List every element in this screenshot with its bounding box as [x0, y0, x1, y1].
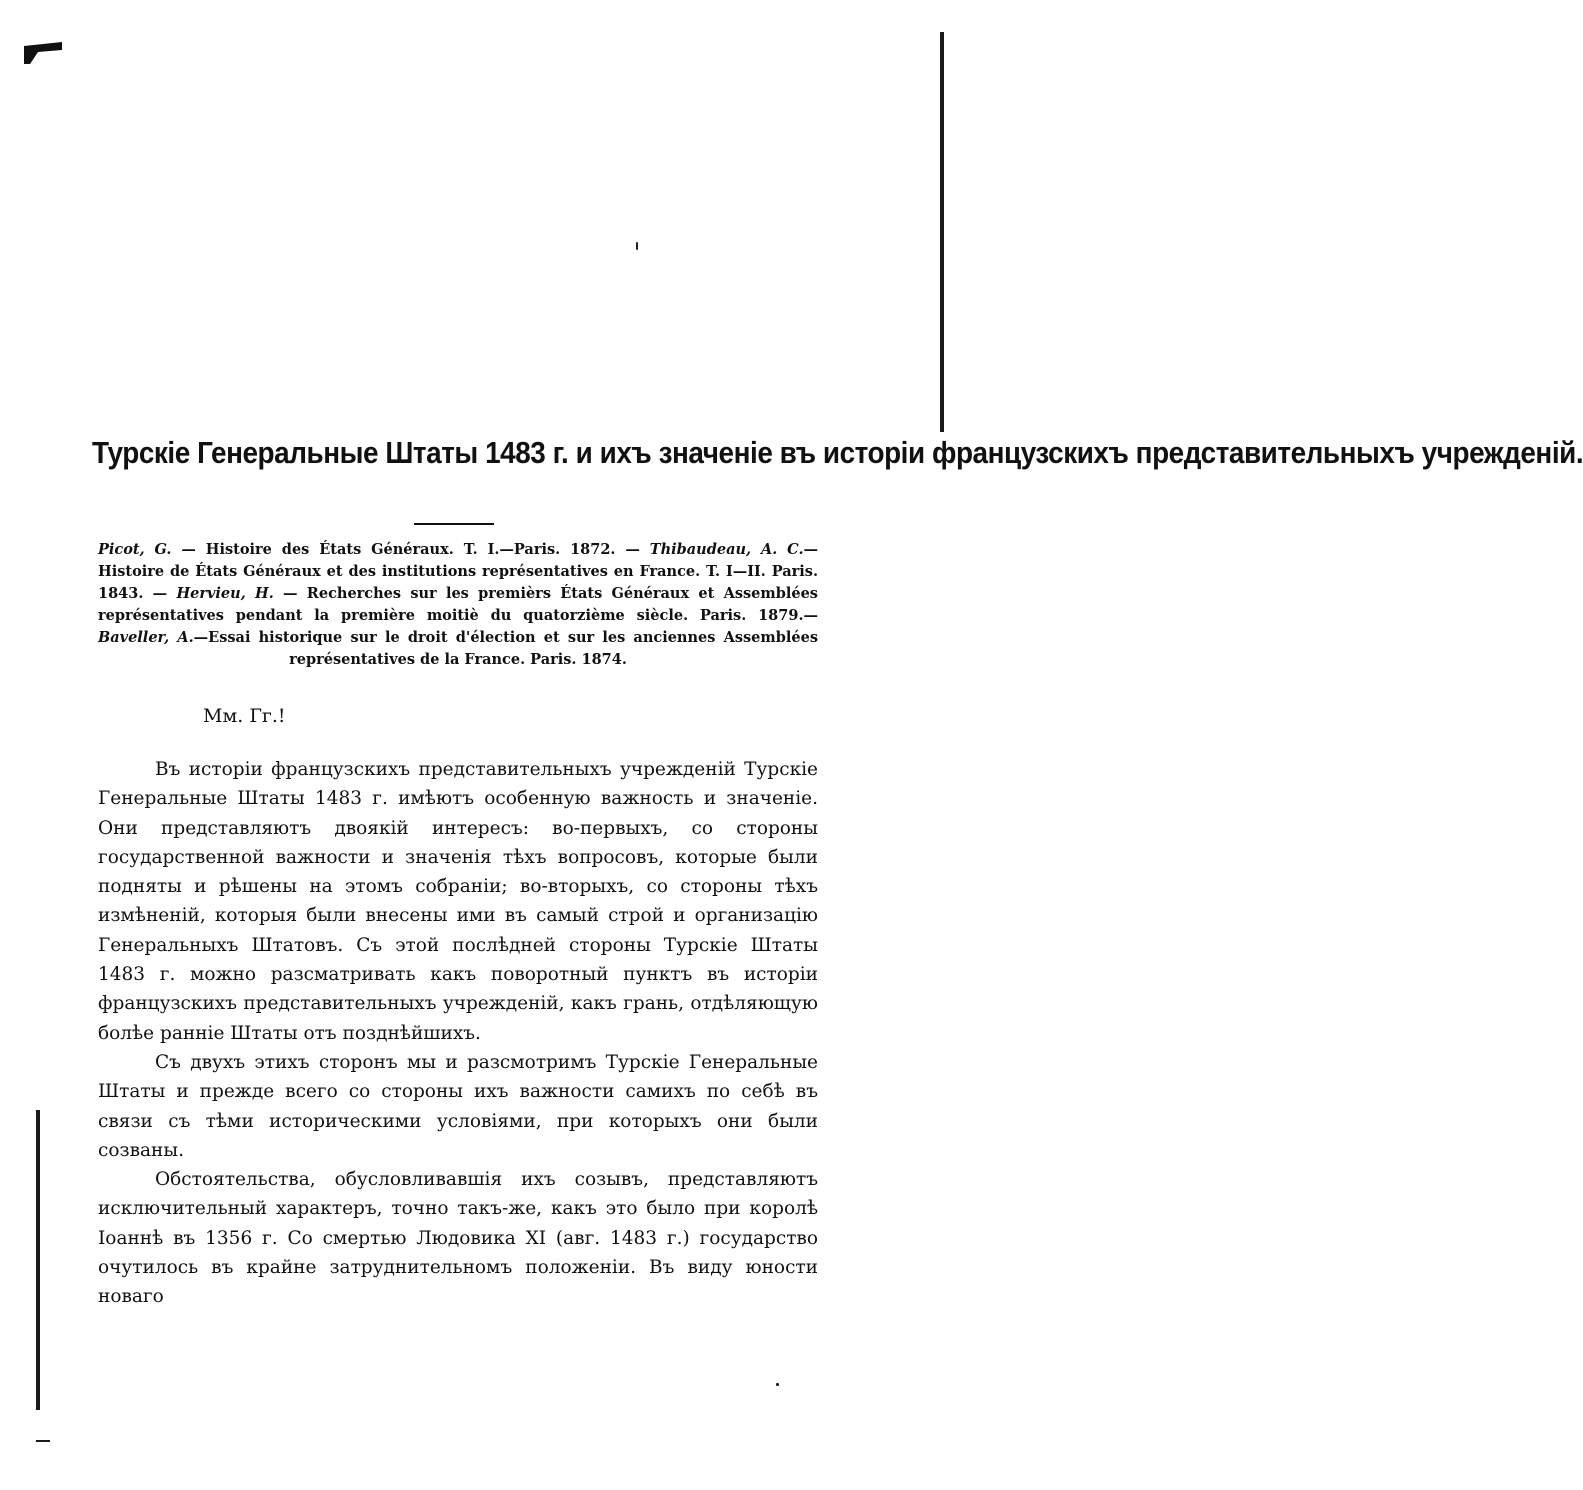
biblio-text: — Histoire des États Généraux. T. I.—Paris. 1872. —	[171, 541, 650, 558]
scan-speck	[636, 242, 638, 250]
scan-edge-left	[36, 1110, 40, 1410]
bibliography	[98, 539, 818, 671]
biblio-author: Hervieu, H.	[176, 585, 274, 602]
scan-corner-mark	[24, 42, 62, 64]
biblio-author: Picot, G.	[98, 541, 172, 558]
page-title	[92, 433, 1583, 473]
scan-tick-left	[36, 1440, 50, 1442]
salutation: Мм. Гг.!	[203, 705, 286, 727]
paragraph: Съ двухъ этихъ сторонъ мы и разсмотримъ Турскіе Генеральные Штаты и прежде всего со стороны ихъ важности самихъ по себѣ въ связи съ тѣми историческими условіями, при которыхъ они были созваны.	[98, 1051, 818, 1161]
biblio-author: Thibaudeau, A. C.	[649, 541, 804, 558]
page-title-text: Турскіе Генеральные Штаты 1483 г. и ихъ значеніе въ исторіи французскихъ представительныхъ учрежденій.	[92, 435, 1583, 470]
biblio-text: — Recherches sur les premièrs États Généraux et Assemblées représentatives pendant la première moitiè du quatorzième siècle. Paris. 1879.—	[98, 585, 818, 624]
body-text	[98, 755, 818, 1312]
paragraph: Въ исторіи французскихъ представительныхъ учрежденій Турскіе Генеральные Штаты 1483 г. имѣютъ особенную важность и значеніе. Они представляютъ двоякій интересъ: во-первыхъ, со стороны государственной важности и значенія тѣхъ вопросовъ, которые были подняты и рѣшены на этомъ собраніи; во-вторыхъ, со стороны тѣхъ измѣненій, которыя были внесены ими въ самый строй и организацію Генеральныхъ Штатовъ. Съ этой послѣдней стороны Турскіе Штаты 1483 г. можно разсматривать какъ поворотный пунктъ въ исторіи французскихъ представительныхъ учрежденій, какъ грань, отдѣляющую болѣе ранніе Штаты отъ позднѣйшихъ.	[98, 759, 818, 1044]
paragraph: Обстоятельства, обусловливавшія ихъ созывъ, представляютъ исключительный характеръ, точно такъ-же, какъ это было при королѣ Іоаннѣ въ 1356 г. Со смертью Людовика XI (авг. 1483 г.) государство очутилось въ крайне затруднительномъ положеніи. Въ виду юности новаго	[98, 1169, 818, 1308]
title-divider	[414, 523, 494, 525]
biblio-text: —Essai historique sur le droit d'élection et sur les anciennes Assemblées représentatives de la France. Paris. 1874.	[193, 629, 818, 668]
biblio-author: Baveller, A.	[98, 629, 194, 646]
scan-edge-right	[940, 32, 944, 432]
biblio-text: — Histoire de États Généraux et des institutions représentatives en France. T. I—II. Paris. 1843. —	[98, 541, 819, 602]
scan-speck	[776, 1383, 779, 1386]
